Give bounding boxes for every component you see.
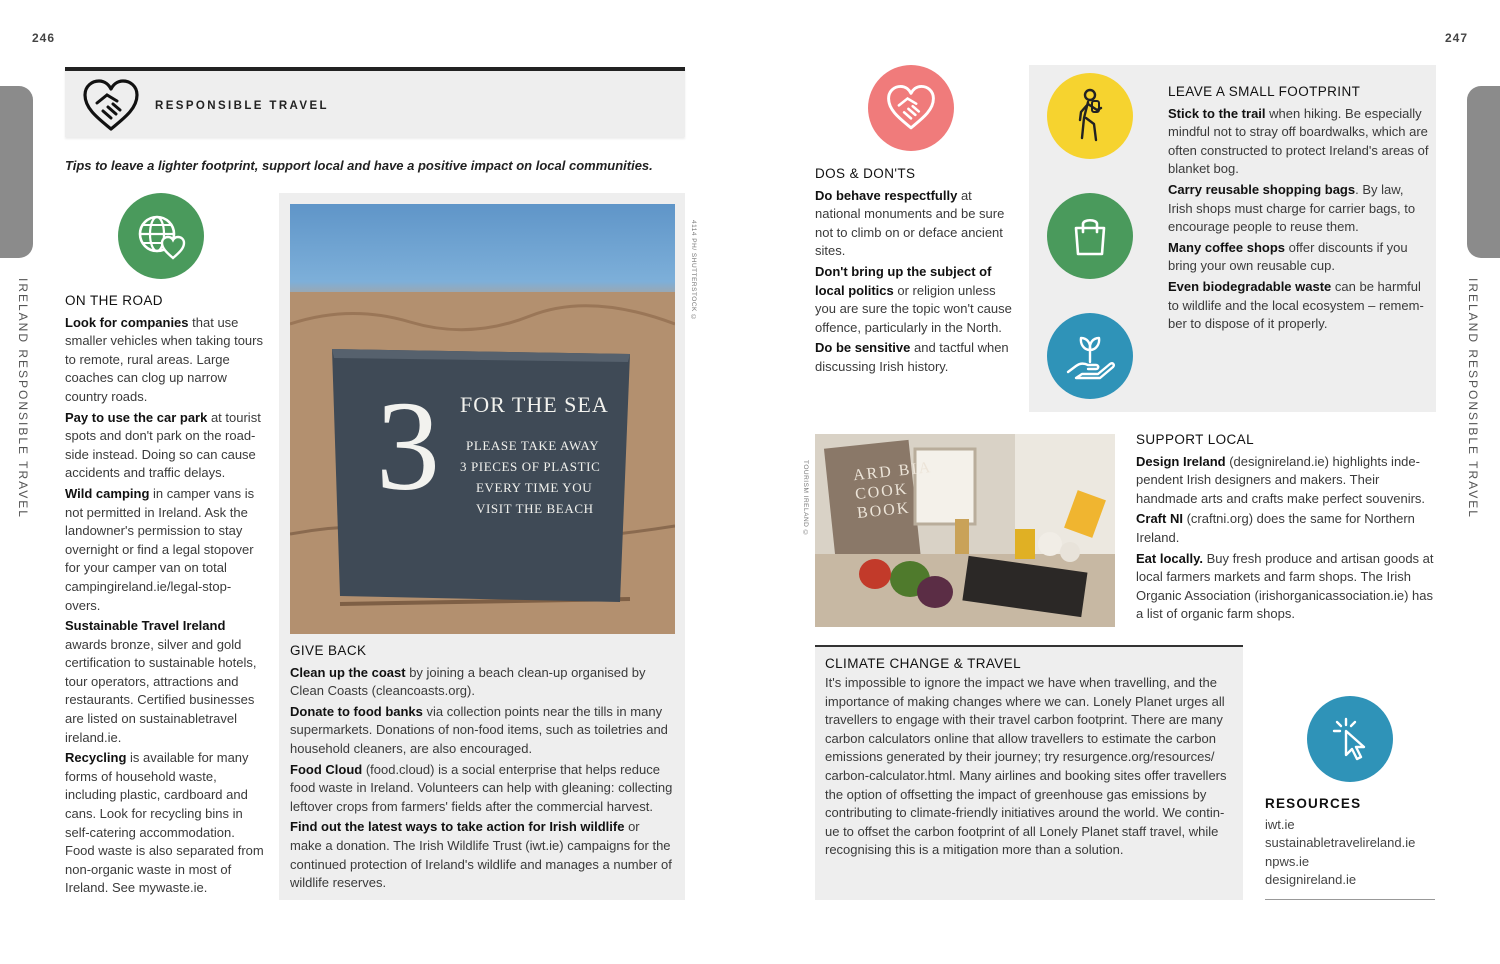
list-item: Do behave respectfully at national monuments and be sure not to climb on or deface ancient sites. [815, 187, 1005, 259]
intro-text: Tips to leave a lighter footprint, support local and have a positive impact on local communities. [65, 158, 653, 173]
photo-credit: TOURISM IRELAND © [802, 460, 809, 538]
hiker-icon [1047, 73, 1133, 159]
sign-number: 3 [376, 375, 440, 517]
shopping-bag-icon [1047, 193, 1133, 279]
list-item: Design Ireland (designireland.ie) highlights inde-pendent Irish designers and makers. Their handmade arts and crafts make perfect souvenirs. [1136, 453, 1426, 506]
climate-heading: CLIMATE CHANGE & TRAVEL [825, 656, 1021, 671]
side-label-right: IRELAND RESPONSIBLE TRAVEL [1466, 278, 1480, 519]
resource-link[interactable]: npws.ie [1265, 853, 1310, 869]
dos-donts-section [815, 165, 1015, 379]
section-header [65, 67, 685, 137]
list-item: Eat locally. Buy fresh produce and artisan goods at local farmers markets and farm shops. The Irish Organic Association (irishorganicassociation.ie) has a list of organic farm shops. [1136, 550, 1434, 622]
list-item: Look for companies that use smaller vehicles when taking tours to remote, rural areas. Large coaches can clog up narrow country roads. [65, 314, 263, 404]
footprint-section [1168, 83, 1430, 336]
list-item: Do be sensitive and tactful when discussing Irish history. [815, 340, 1009, 374]
craft-shop-photo [815, 434, 1115, 627]
list-item: Wild camping in camper vans is not permitted in Ireland. Ask the landowner's permission to stay overnight or find a legal stopover for your camper van on total campingireland.ie/legal-stop-overs. [65, 485, 255, 613]
book-title: ARD BIA COOK BOOK [852, 459, 933, 523]
resources-section [1265, 795, 1435, 890]
chapter-tab-left [0, 86, 33, 258]
list-item: Food Cloud (food.cloud) is a social enterprise that helps reduce food waste in Ireland. Volunteers can help with gleaning: collecting leftover crops from farmers' fields after the commercial harvest. [290, 761, 673, 814]
list-item: Don't bring up the subject of local politics or religion unless you are sure the topic won't cause offence, particularly in the North. [815, 263, 1012, 335]
list-item: Clean up the coast by joining a beach clean-up organised by Clean Coasts (cleancoasts.org). [290, 664, 646, 699]
photo-credit: 4114 PH/ SHUTTERSTOCK © [690, 220, 697, 322]
resource-link[interactable]: sustainabletravelireland.ie [1265, 835, 1416, 851]
side-label-left: IRELAND RESPONSIBLE TRAVEL [16, 278, 30, 519]
sign-message: PLEASE TAKE AWAY 3 PIECES OF PLASTIC EVERY TIME YOU VISIT THE BEACH [460, 438, 601, 516]
beach-sign-photo [290, 204, 675, 634]
on-the-road-section [65, 292, 265, 900]
support-local-heading: SUPPORT LOCAL [1136, 432, 1254, 447]
resources-heading: RESOURCES [1265, 796, 1362, 811]
list-item: Recycling is available for many forms of household waste, including plastic, cardboard and cans. Look for recycling bins in self-catering accommodation. Food waste is also separated from non-organic waste in most of Ireland. See mywaste.ie. [65, 750, 264, 896]
heart-handshake-icon [868, 65, 954, 151]
cursor-click-icon [1307, 696, 1393, 782]
sign-title: FOR THE SEA [460, 392, 609, 417]
globe-heart-icon [118, 193, 204, 279]
support-local-section [1136, 431, 1436, 626]
give-back-section [290, 642, 675, 895]
list-item: Carry reusable shopping bags. By law, Irish shops must charge for carrier bags, to encourage people to reuse them. [1168, 181, 1416, 235]
list-item: Many coffee shops offer discounts if you bring your own reusable cup. [1168, 239, 1408, 274]
footprint-heading: LEAVE A SMALL FOOTPRINT [1168, 84, 1361, 99]
page-number-left: 246 [32, 31, 56, 45]
climate-change-box [815, 645, 1243, 900]
list-item: Stick to the trail when hiking. Be especially mindful not to stray off boardwalks, which are often constructed to protect Ireland's areas of blanket bog. [1168, 105, 1429, 177]
resource-link[interactable]: iwt.ie [1265, 816, 1295, 832]
list-item: Donate to food banks via collection points near the tills in many supermarkets. Donations of non-food items, such as toiletries and household cleaners, are also encouraged. [290, 703, 668, 756]
handshake-heart-icon [81, 77, 141, 135]
list-item: Pay to use the car park at tourist spots and don't park on the road-side instead. Doing so can cause accidents and traffic delays. [65, 409, 261, 481]
dos-donts-heading: DOS & DON'TS [815, 166, 916, 181]
section-title: RESPONSIBLE TRAVEL [155, 100, 329, 112]
list-item: Craft NI (craftni.org) does the same for Northern Ireland. [1136, 511, 1415, 545]
resource-link[interactable]: designireland.ie [1265, 872, 1357, 888]
plant-hand-icon [1047, 313, 1133, 399]
resources-divider [1265, 899, 1435, 900]
on-the-road-heading: ON THE ROAD [65, 293, 163, 308]
climate-text: It's impossible to ignore the impact we have when travelling, and the importance of making changes where we can. Lonely Planet urges all travellers to engage with their travel carbon footprint. There are many carbon calculators online that allow travellers to estimate the carbon emissions generated by their journey; try resurgence.org/resources/ carbon-calculator.html. Many airlines and booking sites offer travellers the option of offsetting the impact of greenhouse gas emissions by contributing to climate-friendly initiatives around the world. We contin-ue to offset the carbon footprint of all Lonely Planet staff travel, while recognising this is a mitigation more than a solution. [825, 675, 1227, 858]
list-item: Sustainable Travel Ireland awards bronze, silver and gold certification to sustainable hotels, tour operators, attractions and restaurants. Certified businesses are listed on sustainabletravel ireland.ie. [65, 618, 257, 745]
list-item: Find out the latest ways to take action for Irish wildlife or make a donation. The Irish Wildlife Trust (iwt.ie) campaigns for the continued protection of Ireland's wildlife and manages a number of wildlife reserves. [290, 819, 672, 891]
list-item: Even biodegradable waste can be harmful to wildlife and the local ecosystem – remem-ber to dispose of it properly. [1168, 278, 1424, 332]
chapter-tab-right [1467, 86, 1500, 258]
page-number-right: 247 [1445, 31, 1469, 45]
give-back-heading: GIVE BACK [290, 643, 367, 658]
